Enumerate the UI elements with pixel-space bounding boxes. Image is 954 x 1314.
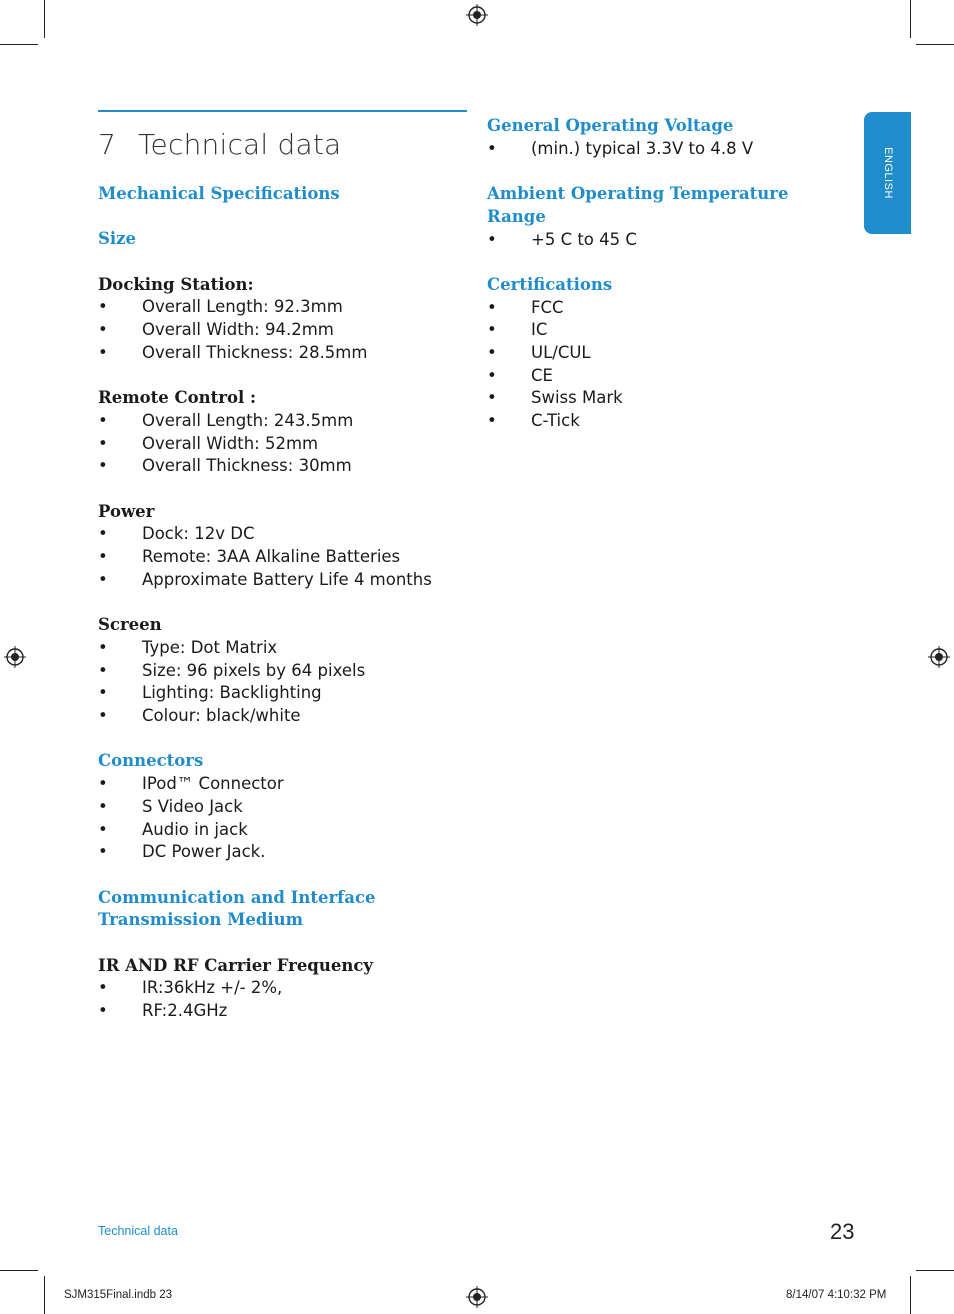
- spec-list-item: [98, 342, 468, 365]
- crop-mark-bottom-right-v: [910, 1276, 911, 1314]
- spec-list-item: [98, 433, 468, 456]
- bullet-icon: •: [98, 774, 108, 794]
- spec-list-item: [487, 410, 847, 433]
- spec-list-item: [487, 342, 847, 365]
- spec-list-item: [487, 297, 847, 320]
- spec-item-text: C-Tick: [531, 411, 580, 431]
- spec-item-text: Overall Length: 92.3mm: [142, 297, 343, 317]
- section-spacer: [487, 160, 847, 183]
- chapter-title: Technical data: [138, 128, 342, 161]
- bullet-icon: •: [487, 388, 497, 408]
- spec-list-item: [487, 387, 847, 410]
- bullet-icon: •: [98, 342, 108, 362]
- crop-mark-top-left-v: [44, 0, 45, 38]
- bullet-icon: •: [98, 1001, 108, 1021]
- spec-item-text: Remote: 3AA Alkaline Batteries: [142, 547, 401, 567]
- bullet-icon: •: [98, 796, 108, 816]
- section-heading: Remote Control :: [98, 388, 257, 408]
- registration-mark-icon: [466, 1286, 488, 1308]
- footer-section-label: Technical data: [98, 1224, 178, 1238]
- bullet-icon: •: [487, 297, 497, 317]
- spec-list-item: [98, 637, 468, 660]
- section-spacer: [98, 251, 468, 274]
- bullet-icon: •: [98, 320, 108, 340]
- language-tab-label-wrap: [864, 112, 911, 234]
- spec-list-item: [487, 229, 847, 252]
- section-spacer: [98, 365, 468, 388]
- chapter-number: 7: [98, 128, 117, 161]
- section-heading: General Operating Voltage: [487, 116, 734, 135]
- spec-item-text: CE: [531, 365, 553, 385]
- spec-item-text: S Video Jack: [142, 796, 243, 816]
- spec-item-text: Dock: 12v DC: [142, 524, 255, 544]
- spec-item-text: IC: [531, 320, 548, 340]
- left-column: [98, 183, 468, 1023]
- bullet-icon: •: [487, 138, 497, 158]
- spec-item-text: UL/CUL: [531, 343, 591, 362]
- section-spacer: [98, 728, 468, 751]
- section-heading: Communication and Interface: [98, 887, 376, 907]
- spec-item-text: IR:36kHz +/- 2%,: [142, 978, 283, 998]
- registration-mark-icon: [4, 646, 26, 668]
- spec-item-text: Overall Width: 94.2mm: [142, 320, 334, 340]
- spec-item-text: Colour: black/white: [142, 706, 301, 726]
- section-spacer: [98, 478, 468, 501]
- spec-item-text: (min.) typical 3.3V to 4.8 V: [531, 138, 754, 158]
- bullet-icon: •: [98, 456, 108, 476]
- bullet-icon: •: [487, 343, 497, 362]
- spec-list-item: [98, 841, 468, 864]
- bullet-icon: •: [98, 978, 108, 998]
- right-column: [487, 115, 847, 433]
- bullet-icon: •: [98, 569, 108, 589]
- section-heading: Size: [98, 229, 137, 249]
- section-heading: Docking Station:: [98, 274, 254, 294]
- spec-item-text: DC Power Jack.: [142, 842, 266, 862]
- section-heading: Connectors: [98, 751, 204, 771]
- section-heading: Transmission Medium: [98, 910, 304, 930]
- crop-mark-bottom-right-h: [916, 1270, 954, 1271]
- crop-mark-top-right-v: [910, 0, 911, 38]
- spec-list: [98, 523, 468, 591]
- section-heading: Power: [98, 501, 155, 521]
- registration-mark-icon: [928, 646, 950, 668]
- spec-item-text: Swiss Mark: [531, 388, 623, 408]
- spec-list-item: [98, 319, 468, 342]
- spec-item-text: IPod™ Connector: [142, 774, 284, 794]
- bullet-icon: •: [98, 819, 108, 839]
- bullet-icon: •: [98, 410, 108, 430]
- spec-list: [98, 296, 468, 364]
- spec-list-item: [98, 1000, 468, 1023]
- registration-mark-icon: [466, 4, 488, 26]
- section-heading: Mechanical Specifications: [98, 184, 340, 203]
- spec-item-text: FCC: [531, 297, 564, 317]
- spec-list: [98, 773, 468, 864]
- bullet-icon: •: [98, 660, 108, 680]
- section-spacer: [487, 251, 847, 274]
- spec-item-text: Size: 96 pixels by 64 pixels: [142, 660, 366, 680]
- spec-list-item: [98, 977, 468, 1000]
- section-heading: IR AND RF Carrier Frequency: [98, 955, 373, 975]
- spec-list-item: [98, 682, 468, 705]
- spec-item-text: Audio in jack: [142, 819, 248, 839]
- spec-item-text: Overall Length: 243.5mm: [142, 410, 354, 430]
- spec-list: [98, 410, 468, 478]
- bullet-icon: •: [98, 706, 108, 726]
- spec-list: [98, 977, 468, 1022]
- spec-item-text: Lighting: Backlighting: [142, 683, 322, 703]
- page-title: [98, 128, 341, 161]
- bullet-icon: •: [98, 433, 108, 453]
- bullet-icon: •: [98, 637, 108, 657]
- bullet-icon: •: [98, 683, 108, 703]
- spec-item-text: RF:2.4GHz: [142, 1001, 228, 1021]
- spec-list-item: [98, 660, 468, 683]
- spec-list-item: [98, 569, 468, 592]
- spec-item-text: Type: Dot Matrix: [142, 637, 278, 657]
- spec-list-item: [98, 455, 468, 478]
- crop-mark-top-left-h: [0, 44, 38, 45]
- spec-list: [487, 229, 847, 252]
- section-spacer: [98, 592, 468, 615]
- section-spacer: [98, 206, 468, 229]
- language-tab-label: ENGLISH: [881, 147, 894, 199]
- bullet-icon: •: [98, 842, 108, 862]
- bullet-icon: •: [98, 547, 108, 567]
- bullet-icon: •: [487, 411, 497, 431]
- slug-timestamp: 8/14/07 4:10:32 PM: [786, 1289, 887, 1301]
- spec-item-text: +5 C to 45 C: [531, 229, 637, 249]
- crop-mark-bottom-left-v: [44, 1276, 45, 1314]
- spec-list: [487, 138, 847, 161]
- spec-item-text: Overall Thickness: 28.5mm: [142, 342, 368, 362]
- spec-list-item: [487, 138, 847, 161]
- crop-mark-top-right-h: [916, 44, 954, 45]
- spec-list-item: [487, 365, 847, 388]
- spec-list-item: [98, 410, 468, 433]
- spec-list-item: [98, 705, 468, 728]
- bullet-icon: •: [98, 297, 108, 317]
- slug-file: SJM315Final.indb 23: [64, 1289, 173, 1301]
- section-heading: Screen: [98, 615, 162, 635]
- bullet-icon: •: [487, 320, 497, 340]
- spec-list-item: [98, 819, 468, 842]
- spec-list-item: [98, 796, 468, 819]
- spec-item-text: Approximate Battery Life 4 months: [142, 569, 432, 589]
- spec-item-text: Overall Thickness: 30mm: [142, 456, 352, 476]
- spec-list: [487, 297, 847, 433]
- spec-item-text: Overall Width: 52mm: [142, 433, 319, 453]
- section-heading: Certifications: [487, 274, 613, 294]
- spec-list-item: [98, 296, 468, 319]
- section-spacer: [98, 864, 468, 887]
- bullet-icon: •: [487, 365, 497, 385]
- bullet-icon: •: [487, 229, 497, 249]
- section-spacer: [98, 932, 468, 955]
- page-number: 23: [830, 1219, 855, 1244]
- spec-list-item: [487, 319, 847, 342]
- title-rule: [98, 110, 467, 112]
- bullet-icon: •: [98, 524, 108, 544]
- spec-list-item: [98, 523, 468, 546]
- spec-list: [98, 637, 468, 728]
- section-heading: Ambient Operating Temperature Range: [487, 184, 789, 226]
- spec-list-item: [98, 773, 468, 796]
- spec-list-item: [98, 546, 468, 569]
- crop-mark-bottom-left-h: [0, 1270, 38, 1271]
